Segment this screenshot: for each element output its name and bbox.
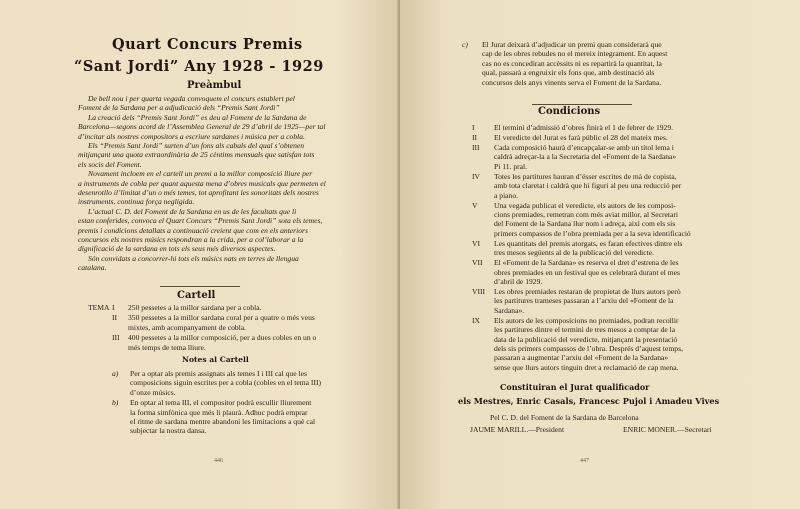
- president-signature: JAUME MARILL.—President: [470, 425, 565, 434]
- condicio-number: VII: [472, 258, 483, 268]
- board-line: Pel C. D. del Foment de la Sardana de Barcelona: [490, 413, 639, 422]
- condicio-number: II: [472, 133, 478, 142]
- preamble-line: Foment de la Sardana per a adjudicació dels “Premis Sant Jordi”: [78, 103, 280, 113]
- preamble-line: La creació dels “Premis Sant Jordi” es deu al Foment de la Sardana de: [88, 112, 307, 122]
- note-c-letter: c): [462, 40, 468, 49]
- note-letter: a): [112, 369, 119, 378]
- condicio-text: primers compassos de l’obra premiada per a la seva identificació: [494, 228, 691, 238]
- note-c-text: concursos dels anys vinents serva el Foment de la Sardana.: [482, 77, 662, 87]
- preamble-heading: Preàmbul: [187, 80, 242, 91]
- preamble-line: els socis del Foment.: [78, 159, 142, 169]
- preamble-line: dignificació de la sardana en tots els seus més diversos aspectes.: [78, 244, 276, 254]
- cartell-heading: Cartell: [177, 290, 216, 301]
- preamble-line: desenrotllo il’limitat d’un o més temes, tot aprofitant les sonoritats dels nostres: [78, 188, 319, 197]
- condicio-text: Les quantitats del premis atorgats, es faran efectives dintre els: [494, 238, 683, 248]
- condicio-number: V: [472, 200, 478, 210]
- preamble-line: a instruments de cobla per quant aquesta mena d’obres musicals que permeten el: [78, 178, 326, 188]
- condicio-text: a piano.: [494, 190, 519, 200]
- preamble-line: mitjançant una quota extraordinària de 25 cèntims mensuals que satisfan tots: [78, 150, 315, 160]
- preamble-line: premis i condicions detallats a continuació creient que com en els anteriors: [78, 225, 308, 235]
- note-text: la forma simfònica que més li plaurà. Adhuc podrà emprar: [130, 407, 308, 417]
- tema-number: II: [112, 313, 118, 323]
- tema-text: més temps de tema lliure.: [128, 342, 206, 352]
- tema-text: mixtes, amb acompanyament de cobla.: [128, 322, 247, 332]
- preamble-line: catalana.: [78, 263, 107, 273]
- condicio-text: les partitures dintre el termini de tres mesos a comptar de la: [494, 325, 676, 335]
- condicio-text: tres mesos següents al de la publicació del veredicte.: [494, 248, 655, 258]
- condicio-text: amb tota claretat i caldrà que hi figuri al peu una reducció per: [494, 181, 682, 191]
- title-line-2: “Sant Jordi” Any 1928 - 1929: [74, 58, 324, 75]
- condicio-text: Una vegada publicat el veredicte, els autors de les composi-: [494, 200, 676, 210]
- note-text: Per a optar als premis assignats als temes I i III cal que les: [130, 369, 307, 378]
- condicio-text: caldrà adreçar-la a la Secretaria del «Foment de la Sardana»: [494, 152, 677, 162]
- notes-heading: Notes al Cartell: [182, 355, 249, 364]
- condicio-text: sense que llurs autors tinguin dret a reclamació de cap mena.: [494, 362, 679, 372]
- condicio-number: III: [472, 143, 480, 152]
- right-page: [400, 0, 800, 509]
- note-c-text: El Jurat deixarà d’adjudicar un premi quan considerarà que: [482, 40, 662, 49]
- condicio-text: cions premiades, remetran com més aviat millor, al Secretari: [494, 210, 678, 219]
- jurat-line-2: els Mestres, Enric Casals, Francesc Pujol i Amadeu Vives: [458, 396, 720, 406]
- jurat-line-1: Constituiran el Jurat qualificador: [500, 382, 650, 392]
- note-c-text: qual, passarà a engruixir els fons que, amb destinació als: [482, 68, 655, 78]
- page-number-left: 446: [214, 458, 223, 464]
- preamble-line: Els “Premis Sant Jordi” surten d’un fons als cabals del qual s’obtenen: [88, 141, 305, 150]
- note-c-text: cas no es concediran accèssits ni es repartirà la quantitat, la: [482, 58, 662, 68]
- condicio-text: El «Foment de la Sardana» es reserva el dret d’estrena de les: [494, 258, 679, 268]
- condicio-number: VI: [472, 238, 481, 248]
- preamble-line: instruments, continua força negligida.: [78, 197, 195, 207]
- condicions-rule: [532, 104, 632, 105]
- condicio-text: Els autors de les composicions no premiades, podran recollir: [494, 315, 679, 325]
- tema-text: 350 pessetes a la millor sardana coral per a quatre o més veus: [128, 313, 315, 323]
- tema-number: III: [112, 333, 120, 343]
- preamble-line: concursos els nostres músics respondran a la crida, per a col’laborar a la: [78, 235, 304, 244]
- condicio-text: Les obres premiades restaran de propietat de llurs autors però: [494, 287, 681, 296]
- condicions-heading: Condicions: [538, 106, 601, 117]
- condicio-text: dels sis primers compassos de l’obra. Després d’aquest temps,: [494, 344, 683, 353]
- condicio-number: VIII: [472, 287, 486, 296]
- note-text: d’onze músics.: [130, 387, 176, 397]
- tema-text: 400 pessetes a la millor composició, per a dues cobles en un o: [128, 333, 317, 343]
- condicio-number: IV: [472, 171, 481, 181]
- preamble-line: d’incitar als nostres compositors a escriure sardanes i música per a cobla.: [78, 131, 305, 141]
- condicio-text: El termini d’admissió d’obres finirà el 1 de febrer de 1929.: [494, 123, 674, 132]
- note-text: subjectar la nostra dansa.: [130, 426, 207, 436]
- page-number-right: 447: [580, 458, 589, 464]
- condicio-number: I: [472, 123, 475, 132]
- tema-number: I: [112, 303, 115, 312]
- tema-label: TEMA: [88, 303, 110, 312]
- note-text: En optar al tema III, el compositor podrà escullir lliurement: [130, 398, 312, 408]
- preamble-line: Novament incloem en el cartell un premi a la millor composició lliure per: [88, 169, 313, 179]
- note-letter: b): [112, 398, 119, 408]
- condicio-text: del Foment de la Sardana llur nom i adreça, així com els sis: [494, 219, 676, 229]
- condicio-text: Sardana».: [494, 305, 525, 315]
- condicio-text: d’abril de 1929.: [494, 277, 543, 286]
- preamble-line: Són convidats a concorrer-hi tots els músics nats en terres de llengua: [88, 253, 299, 263]
- tema-text: 250 pessetes a la millor sardana per a cobla.: [128, 303, 262, 312]
- condicio-text: Totes les partitures hauran d’ésser escrites de mà de copista,: [494, 171, 677, 181]
- note-text: composicions siguin escrites per a cobla (cobles en el tema III): [130, 378, 322, 388]
- preamble-line: Barcelona—segons acord de l’Assemblea General de 29 d’abril de 1925—per tal: [78, 122, 326, 132]
- condicio-number: IX: [472, 315, 481, 325]
- preamble-line: De bell nou i per quarta vegada convoquem el concurs establert pel: [88, 94, 295, 103]
- preamble-line: estan conferides, convoca el Quart Concurs “Premis Sant Jordi” sota els temes,: [78, 216, 323, 226]
- condicio-text: obres premiades en un festival que es celebrarà durant el mes: [494, 267, 680, 277]
- note-c-text: cap de les obres rebudes no el mereix integrament. En aquest: [482, 49, 668, 59]
- condicio-text: El veredicte del Jurat es farà públic el 28 del mateix mes.: [494, 133, 668, 142]
- condicio-text: data de la publicació del veredicte, mitjançant la presentació: [494, 334, 678, 344]
- note-text: el ritme de sardana mentre abandoni les limitacions a què cal: [130, 417, 316, 426]
- condicio-text: Cada composició haurà d’encapçalar-se amb un títol lema i: [494, 143, 674, 152]
- condicio-text: passaran a augmentar l’arxiu del «Foment de la Sardana»: [494, 353, 669, 363]
- condicio-text: les partitures trameses passaran a l’arxiu del «Foment de la: [494, 296, 674, 306]
- secretary-signature: ENRIC MONER.—Secretari: [623, 425, 712, 434]
- condicio-text: Pi 11. pral.: [494, 161, 528, 171]
- cartell-rule: [160, 286, 240, 287]
- preamble-line: L’actual C. D. del Foment de la Sardana en us de les facultats que li: [88, 206, 297, 216]
- title-line-1: Quart Concurs Premis: [112, 36, 303, 53]
